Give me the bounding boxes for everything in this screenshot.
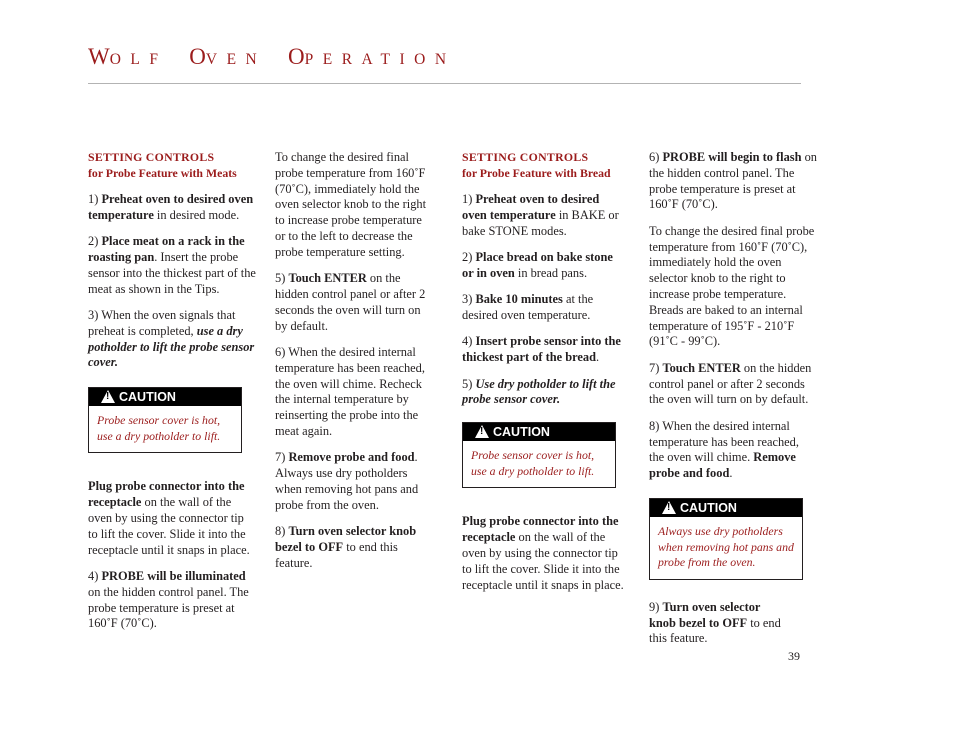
meats-step-3: 3) When the oven signals that preheat is completed, use a dry potholder to lift the probe sensor cover. [88, 308, 255, 370]
warning-icon [475, 425, 489, 438]
page-number: 39 [788, 649, 800, 663]
bread-step-9: 9) Turn oven selector knob bezel to OFF to end this feature. [649, 599, 781, 646]
bread-step-2: 2) Place bread on bake stone or in oven in bread pans. [462, 250, 613, 280]
bread-step-3: 3) Bake 10 minutes at the desired oven temperature. [462, 292, 594, 323]
meats-section-heading: SETTING CONTROLS for Probe Feature with Meats [88, 150, 237, 180]
warning-icon [101, 390, 115, 403]
warning-icon [662, 501, 676, 514]
meats-step-7: 7) Remove probe and food. Always use dry potholders when removing hot pans and probe from the oven. [275, 450, 419, 512]
bread-step-4: 4) Insert probe sensor into the thickest part of the bread. [462, 334, 621, 365]
meats-column-1 [88, 150, 256, 643]
caution-label: CAUTION [680, 500, 737, 515]
meats-step-1: 1) Preheat oven to desired oven temperature in desired mode. [88, 192, 254, 222]
bread-section-heading: SETTING CONTROLS for Probe Feature with Bread [462, 150, 611, 180]
caution-box [88, 387, 242, 453]
caution-label: CAUTION [119, 390, 176, 405]
caution-message: Probe sensor cover is hot, use a dry potholder to lift. [471, 448, 595, 478]
caution-message: Always use dry potholders when removing hot pans and probe from the oven. [658, 523, 794, 570]
meats-step-4: 4) PROBE will be illuminated on the hidden control panel. The probe temperature is preset at 160˚F (70˚C). [88, 569, 249, 631]
caution-label: CAUTION [493, 425, 550, 440]
caution-box [649, 498, 803, 580]
title-divider [88, 83, 801, 84]
caution-message: Probe sensor cover is hot, use a dry potholder to lift. [97, 413, 221, 443]
meats-change-temperature: To change the desired final probe temperature from 160˚F (70˚C), immediately hold the oven selector knob to the right to increase probe temperature or to the left to decrease the probe temperature setting. [275, 150, 427, 259]
meats-step-2: 2) Place meat on a rack in the roasting pan. Insert the probe sensor into the thickest part of the meat as shown in the Tips. [88, 234, 256, 296]
bread-step-6: 6) PROBE will begin to flash on the hidden control panel. The probe temperature is preset at 160˚F (70˚C). [649, 150, 818, 212]
bread-step-1: 1) Preheat oven to desired oven temperature in BAKE or bake STONE modes. [462, 192, 619, 238]
meats-step-5: 5) Touch ENTER on the hidden control panel or after 2 seconds the oven will turn on by default. [275, 271, 426, 333]
meats-column-2 [275, 150, 435, 582]
bread-plug-instructions: Plug probe connector into the receptacle on the wall of the oven by using the connector tip to lift the cover. Slide it into the receptacle until it snaps in place. [462, 514, 624, 592]
meats-step-6: 6) When the desired internal temperature has been reached, the oven will chime. Recheck the internal temperature by reinserting the probe into the meat again. [275, 344, 425, 438]
meats-step-8: 8) Turn oven selector knob bezel to OFF to end this feature. [275, 524, 417, 570]
bread-step-7: 7) Touch ENTER on the hidden control panel or after 2 seconds the oven will turn on by default. [649, 360, 812, 407]
meats-plug-instructions: Plug probe connector into the receptacle on the wall of the oven by using the connector tip to lift the cover. Slide it into the receptacle until it snaps in place. [88, 479, 250, 557]
caution-box [462, 422, 616, 488]
bread-step-8: 8) When the desired internal temperature has been reached, the oven will chime. Remove probe and food. [649, 418, 799, 481]
page-title: WOLF OVEN OPERATION [88, 44, 456, 69]
bread-column-1 [462, 150, 627, 604]
bread-step-5: 5) Use dry potholder to lift the probe sensor cover. [462, 376, 616, 407]
bread-change-temperature: To change the desired final probe temperature from 160˚F (70˚C), immediately hold the oven selector knob to the right to increase probe temperature. Breads are baked to an internal temperature of 195˚F - 210˚F (91˚C - 99˚C). [649, 223, 815, 349]
bread-column-2 [649, 150, 817, 658]
